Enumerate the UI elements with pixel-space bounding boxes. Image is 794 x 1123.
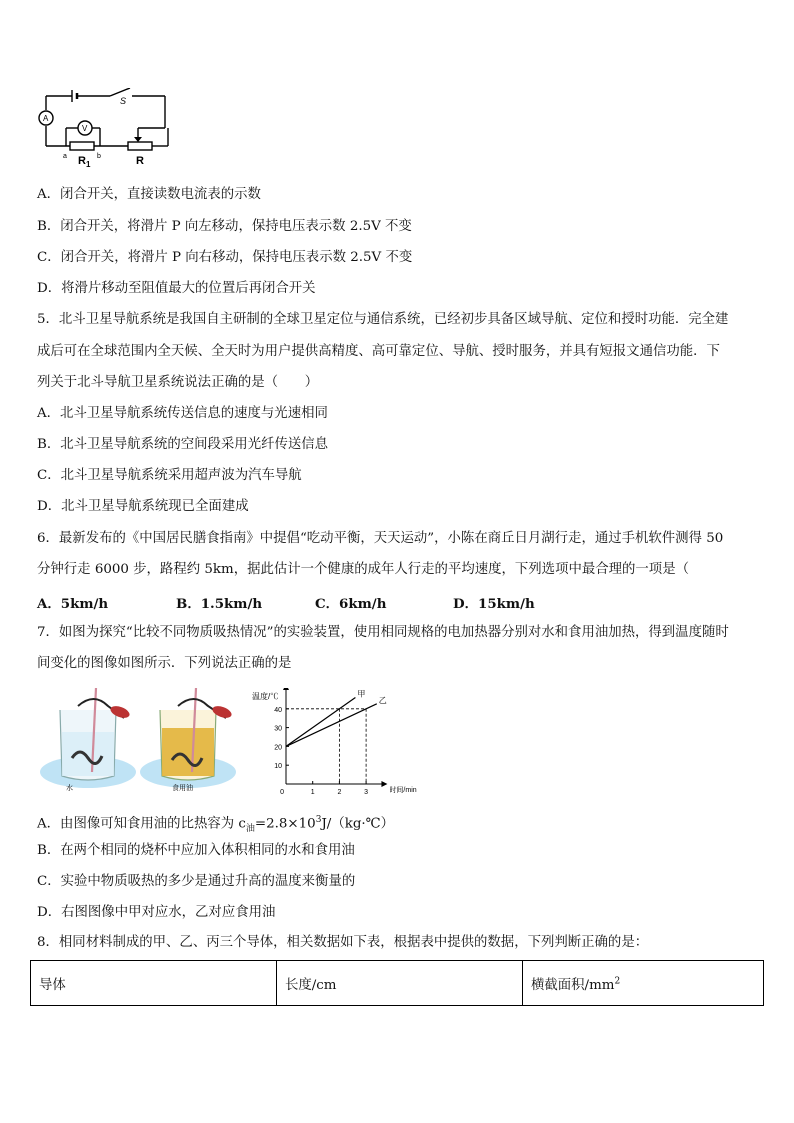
series-label-2: 乙	[378, 695, 387, 705]
y-tick-label: 10	[274, 763, 282, 771]
ammeter-label: A	[43, 114, 49, 123]
q7-option-d: D．右图图像中甲对应水，乙对应食用油	[37, 905, 276, 920]
voltmeter-label: V	[82, 124, 88, 133]
y-tick-label: 30	[274, 725, 282, 733]
point-a-label: a	[63, 153, 67, 160]
q8-stem: 8．相同材料制成的甲、乙、丙三个导体，相关数据如下表，根据表中提供的数据，下列判断正确的是：	[37, 935, 649, 950]
q5-option-b: B．北斗卫星导航系统的空间段采用光纤传送信息	[37, 437, 329, 452]
q6-option-d: D．15km/h	[453, 596, 535, 612]
table-header-area: 横截面积$/mm^2$	[523, 961, 764, 1006]
q6-option-c: C．6km/h	[315, 596, 387, 612]
switch-label: S	[120, 96, 127, 106]
q6-option-a: A．5km/h	[37, 596, 109, 612]
y-axis-arrow	[283, 688, 289, 690]
q7-option-b: B．在两个相同的烧杯中应加入体积相同的水和食用油	[37, 843, 355, 858]
point-b-label: b	[97, 153, 101, 160]
q7-option-c: C．实验中物质吸热的多少是通过升高的温度来衡量的	[37, 874, 356, 889]
x-tick-label: 1	[310, 789, 315, 796]
x-tick-label: 3	[364, 789, 369, 796]
q7-option-a: A．由图像可知食用油的比热容为 $c_油=2.8\times 10^3J/(kg\cdot℃)$	[37, 815, 395, 835]
q6-stem-line2: 分钟行走 6000 步，路程约 5km，据此估计一个健康的成年人行走的平均速度，下列选项中最合理的一项是（	[37, 562, 689, 577]
q4-option-d: D．将滑片移动至阻值最大的位置后再闭合开关	[37, 281, 316, 296]
q7-stem-line1: 7．如图为探究“比较不同物质吸热情况”的实验装置，使用相同规格的电加热器分别对水和食用油加热，得到温度随时	[37, 625, 729, 640]
table-row	[31, 961, 764, 1006]
r1-label: $R_1$	[78, 155, 91, 168]
q7-stem-line2: 间变化的图像如图所示．下列说法正确的是	[37, 656, 292, 671]
y-tick-label: 40	[274, 706, 282, 714]
q5-option-c: C．北斗卫星导航系统采用超声波为汽车导航	[37, 468, 302, 483]
beaker-water-illustration	[38, 688, 138, 794]
table-header-length: 长度/cm	[277, 961, 523, 1006]
circuit-diagram	[38, 88, 218, 168]
series-line-2	[286, 704, 377, 747]
q5-option-d: D．北斗卫星导航系统现已全面建成	[37, 499, 249, 514]
q5-stem-line3: 列关于北斗导航卫星系统说法正确的是（ ）	[37, 375, 319, 390]
q5-stem-line1: 5．北斗卫星导航系统是我国自主研制的全球卫星定位与通信系统，已经初步具备区域导航、定位和授时功能．完全建	[37, 312, 729, 327]
q4-option-b: B．闭合开关，将滑片 P 向左移动，保持电压表示数 2.5V 不变	[37, 219, 412, 234]
x-tick-label: 2	[337, 789, 342, 796]
x-axis-label: 时间/min	[389, 787, 417, 794]
q6-option-b: B．1.5km/h	[176, 596, 263, 612]
conductor-table	[30, 960, 764, 1006]
series-line-1	[286, 698, 355, 747]
beaker-oil-label: 食用油	[172, 785, 193, 792]
q6-stem-line1: 6．最新发布的《中国居民膳食指南》中提倡“吃动平衡，天天运动”，小陈在商丘日月湖行走，通过手机软件测得 50	[37, 531, 724, 546]
table-header-conductor: 导体	[31, 961, 277, 1006]
q5-option-a: A．北斗卫星导航系统传送信息的速度与光速相同	[37, 406, 328, 421]
r-label: R	[136, 155, 144, 167]
q4-option-c: C．闭合开关，将滑片 P 向右移动，保持电压表示数 2.5V 不变	[37, 250, 413, 265]
q5-stem-line2: 成后可在全球范围内全天候、全天时为用户提供高精度、高可靠定位、导航、授时服务，并具有短报文通信功能．下	[37, 344, 720, 359]
origin-label: 0	[280, 789, 284, 796]
beaker-oil-illustration	[136, 688, 240, 794]
x-axis-arrow	[381, 781, 387, 787]
series-label-1: 甲	[357, 689, 366, 699]
y-axis-label: 温度/℃	[252, 692, 279, 701]
q4-option-a: A．闭合开关，直接读数电流表的示数	[37, 187, 261, 202]
y-tick-label: 20	[274, 744, 282, 752]
beaker-water-label: 水	[66, 785, 73, 792]
temperature-time-chart	[248, 688, 418, 800]
